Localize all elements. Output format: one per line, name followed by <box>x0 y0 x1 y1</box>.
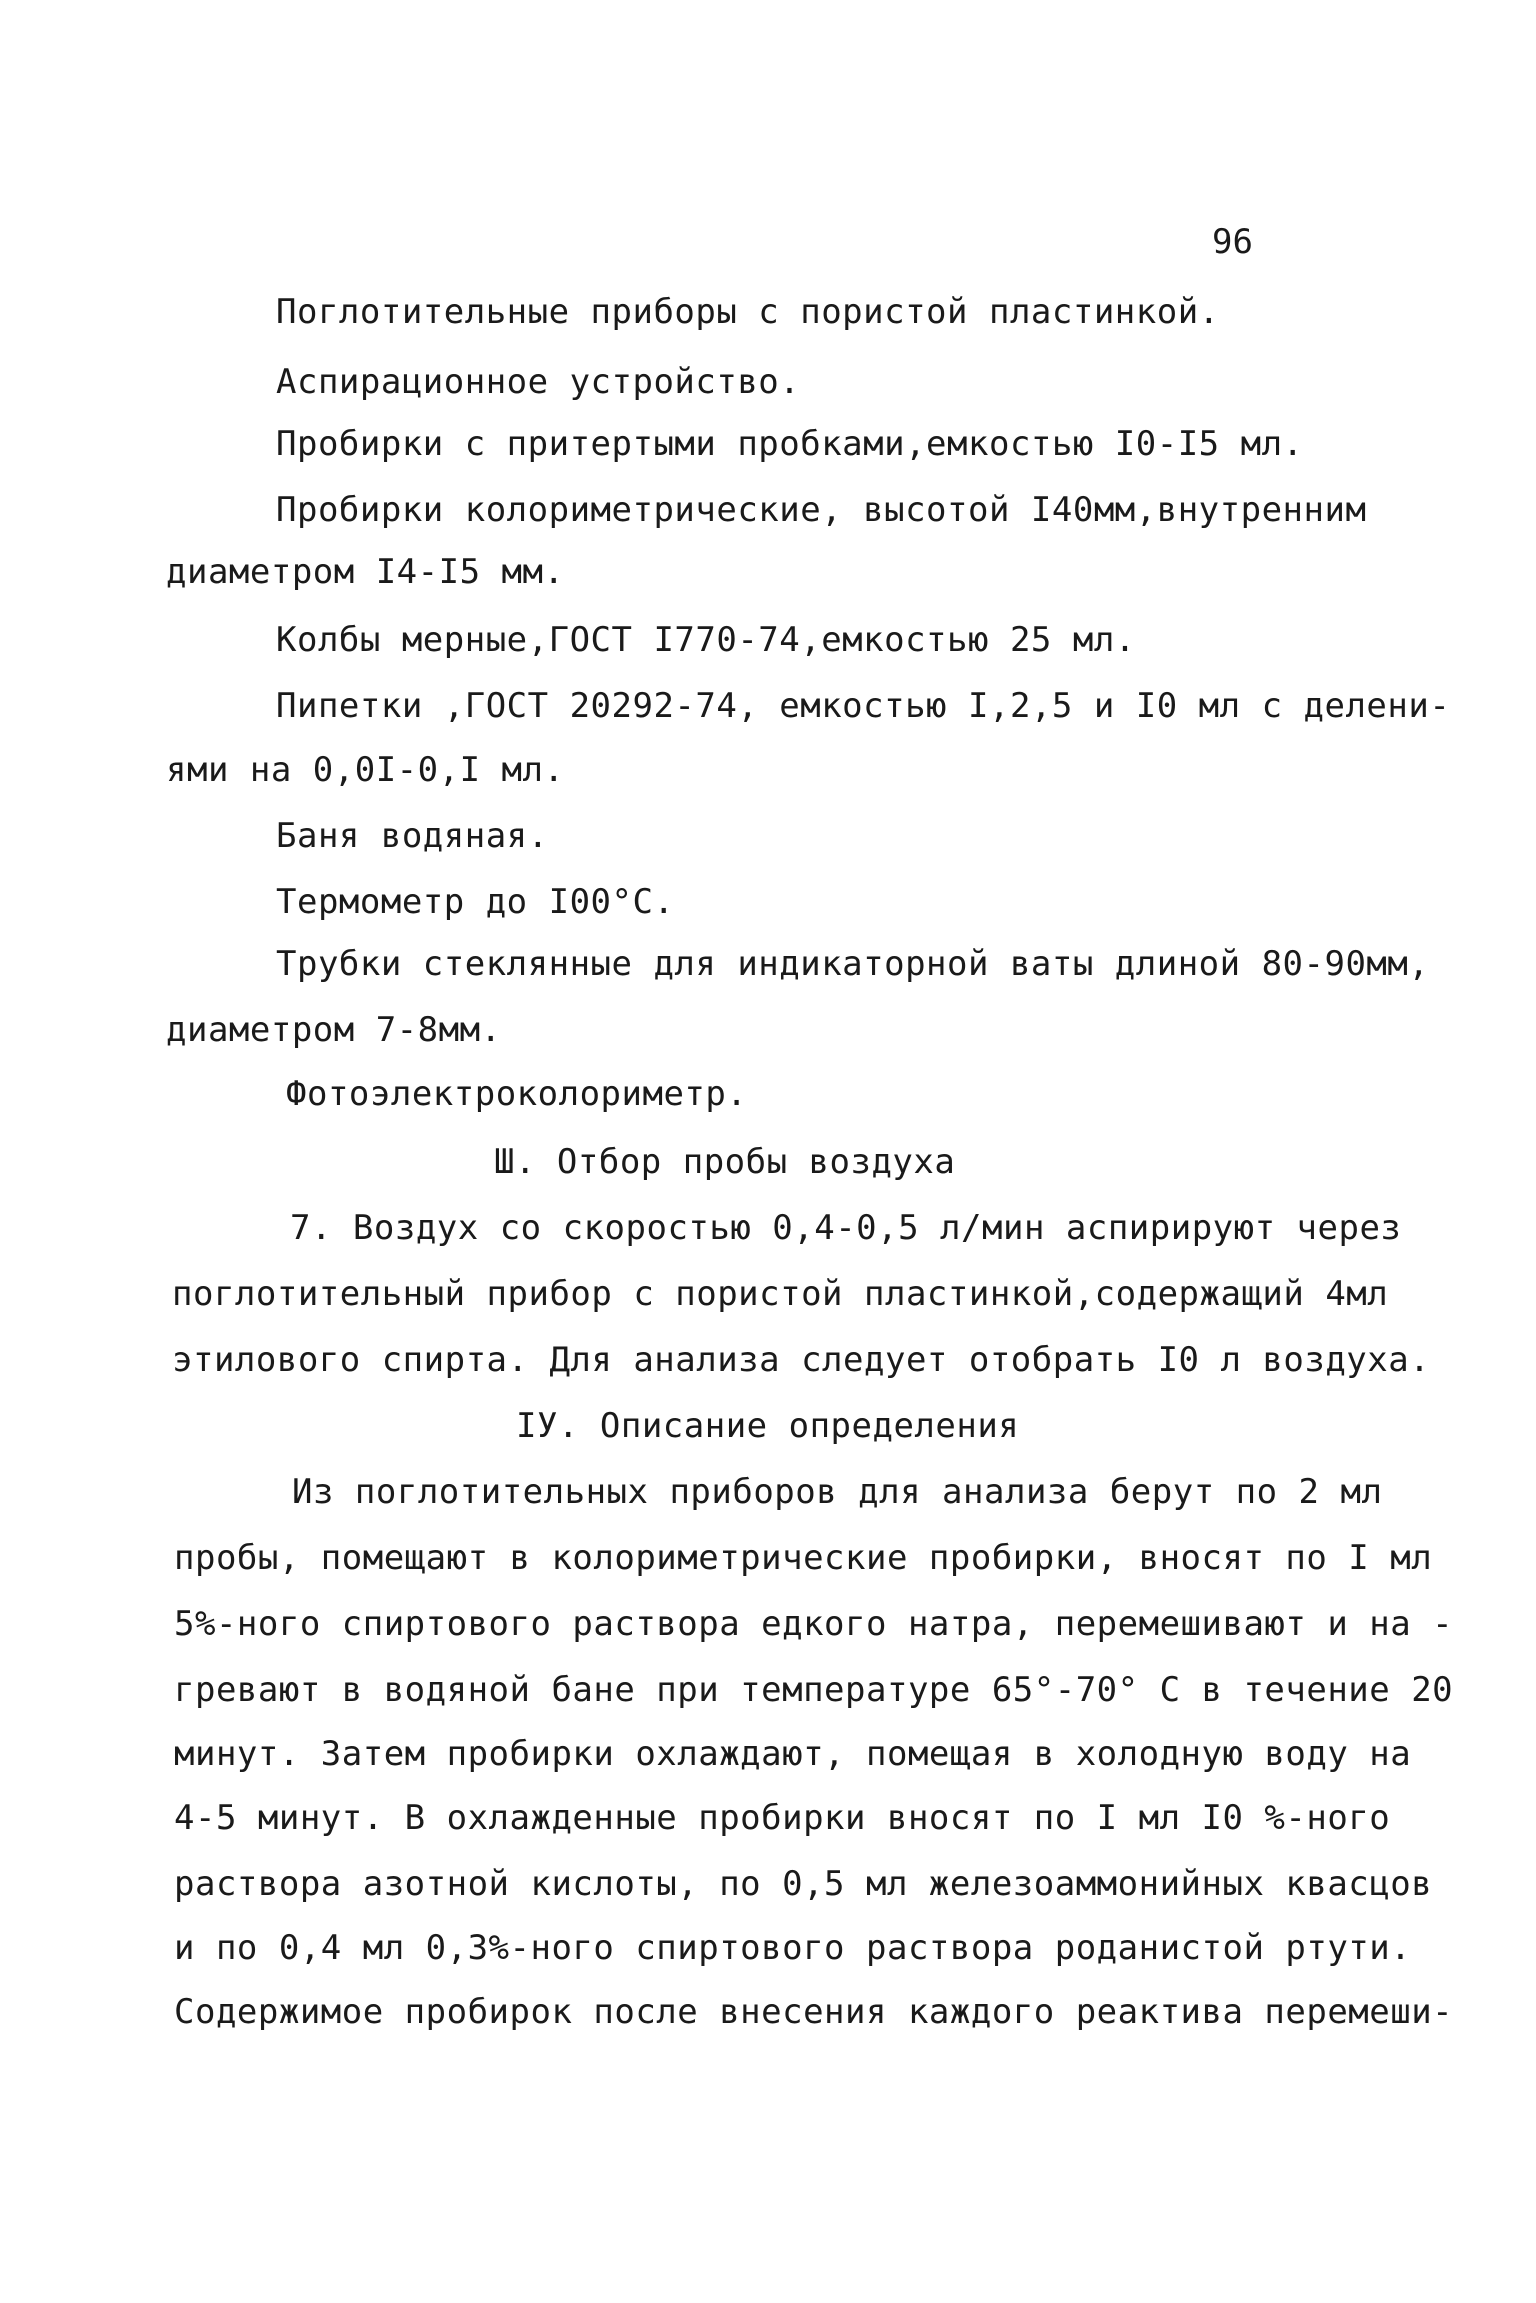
paragraph-line: Из поглотительных приборов для анализа берут по 2 мл <box>292 1472 1383 1512</box>
equipment-line: Фотоэлектроколориметр. <box>286 1074 748 1114</box>
equipment-line: Баня водяная. <box>276 816 549 856</box>
equipment-line: Пробирки с притертыми пробками,емкостью I0-I5 мл. <box>276 424 1304 464</box>
section-heading-sampling: Ш. Отбор пробы воздуха <box>494 1142 956 1182</box>
equipment-line: Пипетки ,ГОСТ 20292-74, емкостью I,2,5 и I0 мл с делени- <box>276 686 1451 726</box>
paragraph-line: 5%-ного спиртового раствора едкого натра, перемешивают и на - <box>174 1604 1454 1644</box>
paragraph-line: этилового спирта. Для анализа следует отобрать I0 л воздуха. <box>172 1340 1431 1380</box>
equipment-line: Поглотительные приборы с пористой пластинкой. <box>276 292 1220 332</box>
equipment-line: Трубки стеклянные для индикаторной ваты длиной 80-90мм, <box>276 944 1430 984</box>
paragraph-line: поглотительный прибор с пористой пластинкой,содержащий 4мл <box>172 1274 1389 1314</box>
page-number: 96 <box>1212 222 1253 262</box>
paragraph-line: 4-5 минут. В охлажденные пробирки вносят по I мл I0 %-ного <box>174 1798 1391 1838</box>
equipment-line: Аспирационное устройство. <box>276 362 801 402</box>
equipment-line: ями на 0,0I-0,I мл. <box>166 750 565 790</box>
paragraph-line: минут. Затем пробирки охлаждают, помещая в холодную воду на <box>174 1734 1412 1774</box>
section-heading-procedure: IУ. Описание определения <box>516 1406 1020 1446</box>
paragraph-line: пробы, помещают в колориметрические пробирки, вносят по I мл <box>174 1538 1433 1578</box>
paragraph-line: гревают в водяной бане при температуре 65°-70° C в течение 20 <box>174 1670 1454 1710</box>
paragraph-line: 7. Воздух со скоростью 0,4-0,5 л/мин аспирируют через <box>290 1208 1402 1248</box>
paragraph-line: и по 0,4 мл 0,3%-ного спиртового раствора роданистой ртути. <box>174 1928 1412 1968</box>
equipment-line: Пробирки колориметрические, высотой I40мм,внутренним <box>276 490 1367 530</box>
equipment-line: диаметром 7-8мм. <box>166 1010 502 1050</box>
equipment-line: Термометр до I00°C. <box>276 882 675 922</box>
equipment-line: Колбы мерные,ГОСТ I770-74,емкостью 25 мл. <box>276 620 1136 660</box>
paragraph-line: раствора азотной кислоты, по 0,5 мл железоаммонийных квасцов <box>174 1864 1433 1904</box>
paragraph-line: Содержимое пробирок после внесения каждого реактива перемеши- <box>174 1992 1454 2032</box>
equipment-line: диаметром I4-I5 мм. <box>166 552 565 592</box>
